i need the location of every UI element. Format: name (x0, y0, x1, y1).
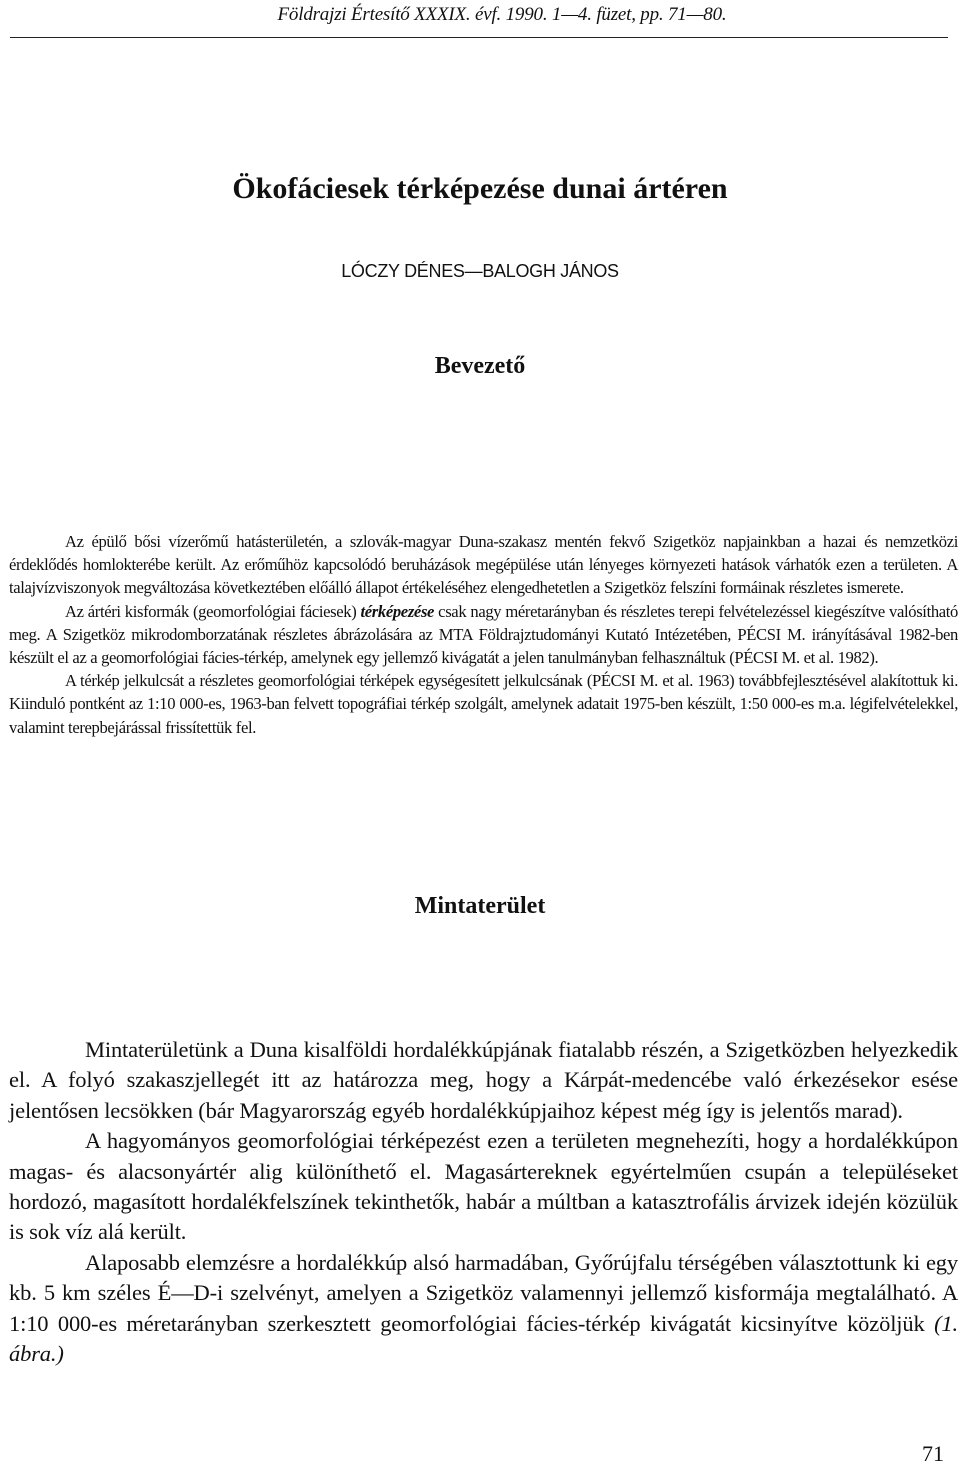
text-run: Az ártéri kisformák (geomorfológiai fáciesek) (65, 601, 361, 621)
emphasis: térképezése (360, 601, 435, 621)
paragraph: A térkép jelkulcsát a részletes geomorfológiai térképek egységesített jelkulcsának (PÉCSI M. et al. 1963) továbbfejlesztésével alakítottuk ki. Kiinduló pontként az 1:10 000-es, 1963-ban felvett topográfiai térkép szolgált, amelynek adatait 1975-ben készült, 1:50 000-es m.a. légifelvételekkel, valamint terepbejárással frissítettük fel. (9, 671, 958, 737)
text-run: csak nagy méretarányban és részletes terepi felvételezéssel kiegészítve valósítható meg. A Szigetköz mikrodomborzatának részletes ábrázolására az MTA Földrajztudományi Kutató Intézetében, PÉCSI M. irányításával 1982-ben készült el az a geomorfológiai fácies-térkép, amelynek egy jellemző kivágatát a jelen tanulmányban felhasználtuk (PÉCSI M. et al. 1982). (9, 601, 958, 668)
paragraph (9, 600, 958, 670)
page-number: 71 (922, 1441, 944, 1466)
text-run: Alaposabb elemzésre a hordalékkúp alsó harmadában, Győrújfalu térségében választottunk ki egy kb. 5 km széles É—D-i szelvényt, amelyen a Szigetköz valamennyi jellemző kisformája megtalálható. A 1:10 000-es méretarányban szerkesztett geomorfológiai fácies-térkép kivágatát kicsinyítve közöljük (9, 1249, 958, 1336)
figure-reference: (1. ábra.) (9, 1310, 958, 1367)
paragraph: Mintaterületünk a Duna kisalföldi hordalékkúpjának fiatalabb részén, a Szigetközben helyezkedik el. A folyó szakaszjellegét itt az határozza meg, hogy a Kárpát-medencébe való érkezésekor esése jelentősen lecsökken (bár Magyarország egyéb hordalékkúpjaihoz képest még így is jelentős marad). (9, 1037, 958, 1123)
section-heading-introduction: Bevezető (434, 353, 526, 379)
article-title: Ökofáciesek térképezése dunai ártéren (232, 172, 728, 205)
running-head: Földrajzi Értesítő XXXIX. évf. 1990. 1—4. füzet, pp. 71—80. (277, 4, 727, 25)
introduction-body (9, 530, 958, 739)
header-rule (10, 37, 948, 38)
study-area-body (9, 1035, 958, 1369)
section-heading-study-area: Mintaterület (414, 893, 546, 919)
paragraph (9, 1248, 958, 1370)
paragraph: Az épülő bősi vízerőmű hatásterületén, a szlovák-magyar Duna-szakasz mentén fekvő Szigetköz napjainkban a hazai és nemzetközi érdeklődés homlokterébe került. Az erőműhöz kapcsolódó beruházások megépülése után lényeges környezeti hatások várhatók ezen a területen. A talajvízviszonyok megváltozása következtében előálló állapot értékeléséhez elengedhetetlen a Szigetköz felszíni formáinak részletes ismerete. (9, 532, 958, 598)
paragraph: A hagyományos geomorfológiai térképezést ezen a területen megnehezíti, hogy a hordalékkúpon magas- és alacsonyártér alig különíthető el. Magasártereknek egyértelműen csupán a településeket hordozó, magasított hordalékfelszínek tekinthetők, habár a múltban a katasztrofális árvizek idején közülük is sok víz alá került. (9, 1128, 958, 1245)
authors: LÓCZY DÉNES—BALOGH JÁNOS (341, 261, 619, 281)
